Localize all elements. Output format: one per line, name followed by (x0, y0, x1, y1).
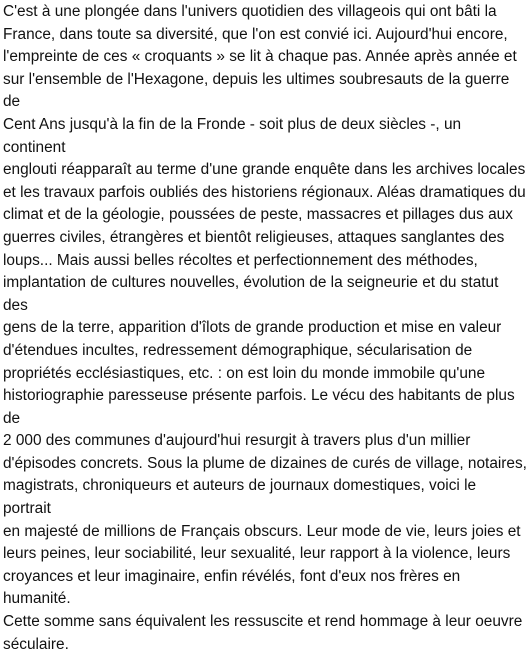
book-description-paragraph: C'est à une plongée dans l'univers quotidien des villageois qui ont bâti la France, dans toute sa diversité, que l'on est convié ici. Aujourd'hui encore, l'empreinte de ces « croquants » se lit à chaque pas. Année après année et sur l'ensemble de l'Hexagone, depuis les ultimes soubresauts de la guerre de Cent Ans jusqu'à la fin de la Fronde - soit plus de deux siècles -, un continent englouti réapparaît au terme d'une grande enquête dans les archives locales et les travaux parfois oubliés des historiens régionaux. Aléas dramatiques du climat et de la géologie, poussées de peste, massacres et pillages dus aux guerres civiles, étrangères et bientôt religieuses, attaques sanglantes des loups... Mais aussi belles récoltes et perfectionnement des méthodes, implantation de cultures nouvelles, évolution de la seigneurie et du statut des gens de la terre, apparition d'îlots de grande production et mise en valeur d'étendues incultes, redressement démographique, sécularisation de propriétés ecclésiastiques, etc. : on est loin du monde immobile qu'une historiographie paresseuse présente parfois. Le vécu des habitants de plus de 2 000 des communes d'aujourd'hui resurgit à travers plus d'un millier d'épisodes concrets. Sous la plume de dizaines de curés de village, notaires, magistrats, chroniqueurs et auteurs de journaux domestiques, voici le portrait en majesté de millions de Français obscurs. Leur mode de vie, leurs joies et leurs peines, leur sociabilité, leur sexualité, leur rapport à la violence, leurs croyances et leur imaginaire, enfin révélés, font d'eux nos frères en humanité. Cette somme sans équivalent les ressuscite et rend hommage à leur oeuvre séculaire. (3, 3, 527, 653)
